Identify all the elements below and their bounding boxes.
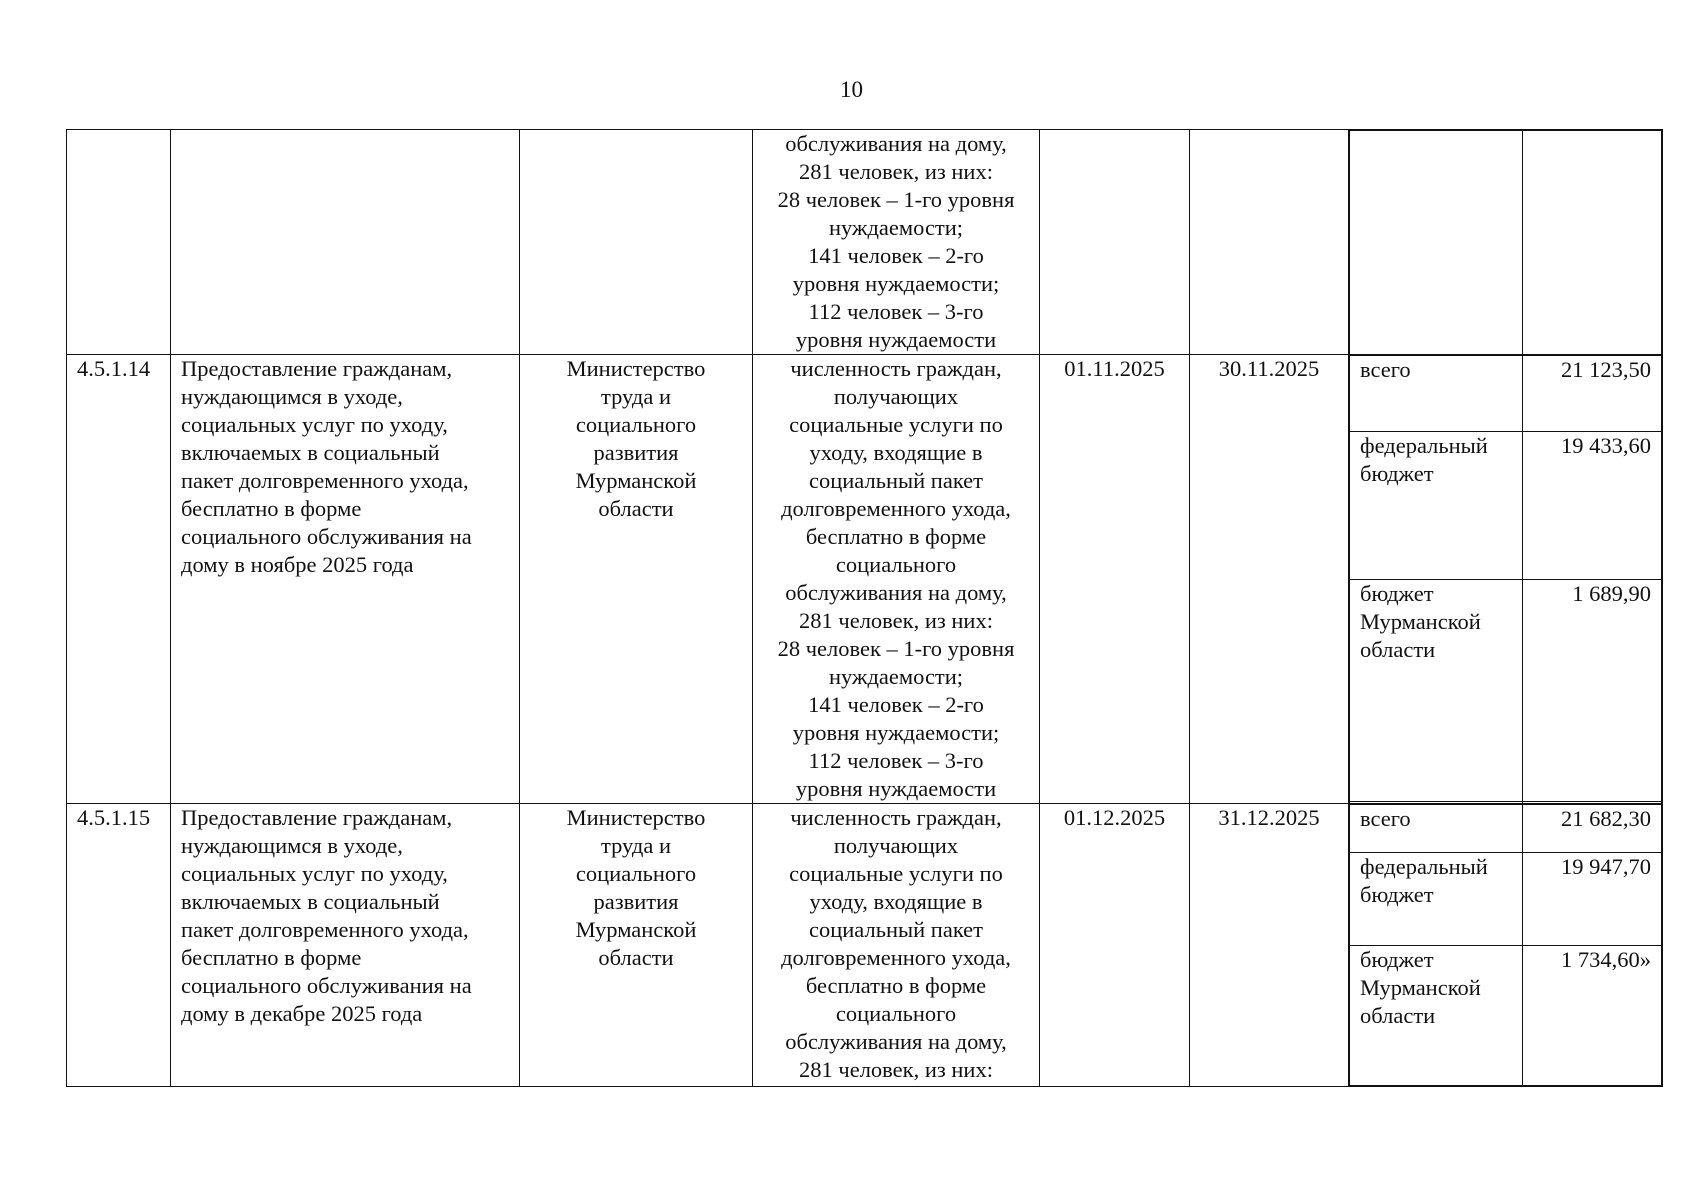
responsible-line: социального bbox=[575, 861, 697, 886]
result-line: численность граждан, bbox=[790, 356, 1002, 381]
activities-table bbox=[66, 129, 1663, 1087]
financing-amount: 1 734,60» bbox=[1523, 946, 1662, 1086]
result-line: 112 человек – 3-го bbox=[808, 748, 984, 773]
result-line: получающих bbox=[833, 384, 959, 409]
financing-source-line: всего bbox=[1360, 806, 1411, 831]
financing-source-line: всего bbox=[1360, 357, 1411, 382]
start-date: 01.12.2025 bbox=[1040, 804, 1190, 1087]
table-row bbox=[67, 130, 1663, 355]
financing-amount: 19 947,70 bbox=[1523, 852, 1662, 946]
result-line: 28 человек – 1-го уровня bbox=[777, 187, 1015, 212]
activity-name bbox=[171, 804, 520, 1087]
activity-name-line: нуждающимся в уходе, bbox=[181, 384, 403, 409]
result-line: уровня нуждаемости bbox=[795, 327, 997, 352]
activity-number: 4.5.1.15 bbox=[67, 804, 171, 1087]
end-date bbox=[1190, 130, 1349, 355]
result-line: уходу, входящие в bbox=[809, 889, 983, 914]
result-line: 281 человек, из них: bbox=[799, 1057, 993, 1082]
result-line: 281 человек, из них: bbox=[799, 159, 993, 184]
financing-source-line: бюджет bbox=[1360, 881, 1434, 907]
responsible-line: труда и bbox=[601, 833, 671, 858]
result-line: социального bbox=[835, 1001, 957, 1026]
responsible-line: Мурманской bbox=[575, 468, 697, 493]
activity-name-line: включаемых в социальный bbox=[181, 440, 440, 465]
financing-amount: 21 123,50 bbox=[1523, 356, 1662, 432]
result-line: обслуживания на дому, bbox=[785, 580, 1007, 605]
result-line: социальные услуги по bbox=[789, 861, 1003, 886]
activity-name-line: дому в ноябре 2025 года bbox=[181, 552, 414, 577]
responsible-executor bbox=[520, 130, 753, 355]
financing-source bbox=[1350, 852, 1523, 946]
result-line: социального bbox=[835, 552, 957, 577]
activity-name-line: социальных услуг по уходу, bbox=[181, 412, 448, 437]
financing-source-line: Мурманской bbox=[1360, 975, 1481, 1001]
activity-name-line: включаемых в социальный bbox=[181, 889, 440, 914]
financing bbox=[1349, 130, 1663, 355]
result-line: обслуживания на дому, bbox=[785, 131, 1007, 156]
result-line: 141 человек – 2-го bbox=[808, 243, 984, 268]
responsible-executor bbox=[520, 804, 753, 1087]
financing-row bbox=[1350, 852, 1662, 946]
financing bbox=[1349, 804, 1663, 1087]
activity-name-line: Предоставление гражданам, bbox=[181, 356, 453, 381]
start-date: 01.11.2025 bbox=[1040, 355, 1190, 804]
activity-name-line: дому в декабре 2025 года bbox=[181, 1001, 423, 1026]
result-line: получающих bbox=[833, 833, 959, 858]
financing-filler bbox=[1350, 1085, 1662, 1086]
financing-source bbox=[1350, 356, 1523, 432]
financing-row bbox=[1350, 356, 1662, 432]
responsible-line: социального bbox=[575, 412, 697, 437]
financing bbox=[1349, 355, 1663, 804]
activity-name-line: социальных услуг по уходу, bbox=[181, 861, 448, 886]
table-row bbox=[67, 804, 1663, 1087]
responsible-line: труда и bbox=[601, 384, 671, 409]
financing-source-line: бюджет bbox=[1360, 581, 1434, 607]
result-line: 112 человек – 3-го bbox=[808, 299, 984, 324]
result-line: бесплатно в форме bbox=[805, 973, 987, 998]
activity-name-line: нуждающимся в уходе, bbox=[181, 833, 403, 858]
financing-source-line: области bbox=[1360, 1003, 1436, 1029]
activity-name-line: социального обслуживания на bbox=[181, 973, 472, 998]
end-date: 30.11.2025 bbox=[1190, 355, 1349, 804]
activity-name-line: бесплатно в форме bbox=[181, 945, 362, 970]
result-line: уровня нуждаемости bbox=[795, 776, 997, 801]
activity-name bbox=[171, 130, 520, 355]
expected-result bbox=[753, 355, 1040, 804]
financing-row bbox=[1350, 580, 1662, 802]
activity-number bbox=[67, 130, 171, 355]
financing-source-line: федеральный bbox=[1360, 853, 1488, 879]
activity-name-line: бесплатно в форме bbox=[181, 496, 362, 521]
activity-name-line: пакет долговременного ухода, bbox=[181, 917, 469, 942]
page-number: 10 bbox=[840, 77, 863, 102]
financing-row bbox=[1350, 946, 1662, 1086]
responsible-line: Министерство bbox=[566, 356, 706, 381]
expected-result bbox=[753, 804, 1040, 1087]
start-date bbox=[1040, 130, 1190, 355]
activity-name-line: Предоставление гражданам, bbox=[181, 805, 453, 830]
result-line: социальный пакет bbox=[808, 917, 984, 942]
result-line: долговременного ухода, bbox=[781, 945, 1011, 970]
activity-name-line: социального обслуживания на bbox=[181, 524, 472, 549]
result-line: 141 человек – 2-го bbox=[808, 692, 984, 717]
financing-source-line: федеральный bbox=[1360, 432, 1488, 458]
result-line: социальный пакет bbox=[808, 468, 984, 493]
financing-source bbox=[1350, 580, 1523, 802]
financing-amount: 21 682,30 bbox=[1523, 805, 1662, 853]
result-line: обслуживания на дому, bbox=[785, 1029, 1007, 1054]
result-line: 281 человек, из них: bbox=[799, 608, 993, 633]
expected-result bbox=[753, 130, 1040, 355]
responsible-line: Министерство bbox=[566, 805, 706, 830]
result-line: уровня нуждаемости; bbox=[792, 271, 1000, 296]
responsible-line: развития bbox=[593, 889, 679, 914]
end-date: 31.12.2025 bbox=[1190, 804, 1349, 1087]
financing-amount: 19 433,60 bbox=[1523, 431, 1662, 580]
table-row bbox=[67, 355, 1663, 804]
financing-source-line: области bbox=[1360, 637, 1436, 663]
responsible-line: области bbox=[598, 945, 674, 970]
financing-row bbox=[1350, 805, 1662, 853]
result-line: нуждаемости; bbox=[828, 215, 964, 240]
result-line: численность граждан, bbox=[790, 805, 1002, 830]
financing-source-line: бюджет bbox=[1360, 460, 1434, 486]
financing-source-line: Мурманской bbox=[1360, 609, 1481, 635]
result-line: нуждаемости; bbox=[828, 664, 964, 689]
result-line: уровня нуждаемости; bbox=[792, 720, 1000, 745]
financing-source-line: бюджет bbox=[1360, 947, 1434, 973]
responsible-executor bbox=[520, 355, 753, 804]
activity-name bbox=[171, 355, 520, 804]
result-line: бесплатно в форме bbox=[805, 524, 987, 549]
financing-row bbox=[1350, 431, 1662, 580]
result-line: социальные услуги по bbox=[789, 412, 1003, 437]
financing-source bbox=[1350, 946, 1523, 1086]
result-line: долговременного ухода, bbox=[781, 496, 1011, 521]
financing-source bbox=[1350, 805, 1523, 853]
responsible-line: Мурманской bbox=[575, 917, 697, 942]
activity-number: 4.5.1.14 bbox=[67, 355, 171, 804]
financing-source bbox=[1350, 431, 1523, 580]
financing-amount: 1 689,90 bbox=[1523, 580, 1662, 802]
responsible-line: области bbox=[598, 496, 674, 521]
result-line: уходу, входящие в bbox=[809, 440, 983, 465]
responsible-line: развития bbox=[593, 440, 679, 465]
result-line: 28 человек – 1-го уровня bbox=[777, 636, 1015, 661]
activity-name-line: пакет долговременного ухода, bbox=[181, 468, 469, 493]
